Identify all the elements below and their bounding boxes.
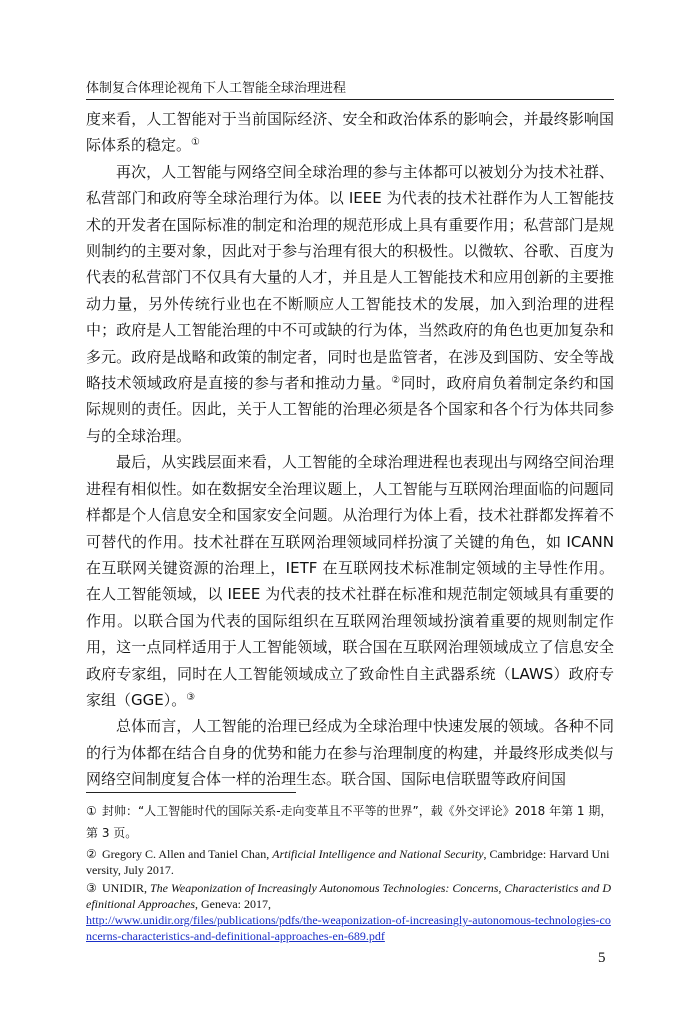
footnote-2 [86,846,614,878]
header-divider [86,99,614,100]
paragraph-1-text: 度来看，人工智能对于当前国际经济、安全和政治体系的影响会，并最终影响国际体系的稳定。 [86,110,614,155]
footnote-3-rest: , Geneva: 2017, [195,897,271,911]
footnote-1-mark: ① [86,804,97,818]
paragraph-2-text-a: 再次，人工智能与网络空间全球治理的参与主体都可以被划分为技术社群、私营部门和政府等全球治理行为体。以 IEEE 为代表的技术社群作为人工智能技术的开发者在国际标准的制定和治理的规范形成上具有重要作用；私营部门是规则制约的主要对象，因此对于参与治理有很大的积极性。以微软、谷歌、百度为代表的私营部门不仅具有大量的人才，并且是人工智能技术和应用创新的主要推动力量，另外传统行业也在不断顺应人工智能技术的发展，加入到治理的进程中；政府是人工智能治理的中不可或缺的行为体，当然政府的角色也更加复杂和多元。政府是战略和政策的制定者，同时也是监管者，在涉及到国防、安全等战略技术领域政府是直接的参与者和推动力量。 [86,162,614,393]
footnote-2-title: Artificial Intelligence and National Security [272,847,484,861]
paragraph-4-text: 总体而言，人工智能的治理已经成为全球治理中快速发展的领域。各种不同的行为体都在结合自身的优势和能力在参与治理制度的构建，并最终形成类似与网络空间制度复合体一样的治理生态。联合国、国际电信联盟等政府间国 [86,717,614,789]
main-text [86,106,614,793]
footnote-1 [86,800,614,844]
footnote-divider [86,792,296,793]
running-header: 体制复合体理论视角下人工智能全球治理进程 [86,81,347,96]
footnote-2-authors: Gregory C. Allen and Taniel Chan, [102,847,273,861]
footnote-ref-3[interactable]: ③ [186,691,196,703]
paragraph-3 [86,449,614,713]
footnote-ref-1[interactable]: ① [191,137,200,149]
footnote-2-rest: , Cambridge: Harvard University, July 2017. [86,847,610,877]
footnote-3-title: The Weaponization of Increasingly Autonomous Technologies: Concerns, Characteristics and Definitional Approaches [86,881,612,911]
footnote-3 [86,880,614,944]
paragraph-1 [86,106,614,159]
footnote-ref-2[interactable]: ② [391,375,401,387]
paragraph-2 [86,159,614,449]
paragraph-4 [86,713,614,792]
footnote-2-mark: ② [86,847,97,861]
footnote-3-mark: ③ [86,881,97,895]
footnote-3-authors: UNIDIR, [102,881,150,895]
footnote-3-link[interactable]: http://www.unidir.org/files/publications/pdfs/the-weaponization-of-increasingly-autonomous-technologies-concerns-characteristics-and-definitional-approaches-en-689.pdf [86,913,611,943]
footnote-1-text: 封帅：“人工智能时代的国际关系-走向变革且不平等的世界”，载《外交评论》2018 年第 1 期，第 3 页。 [86,804,613,840]
paragraph-3-text: 最后，从实践层面来看，人工智能的全球治理进程也表现出与网络空间治理进程有相似性。如在数据安全治理议题上，人工智能与互联网治理面临的问题同样都是个人信息安全和国家安全问题。从治理行为体上看，技术社群都发挥着不可替代的作用。技术社群在互联网治理领域同样扮演了关键的角色，如 ICANN 在互联网关键资源的治理上，IETF 在互联网技术标准制定领域的主导性作用。在人工智能领域，以 IEEE 为代表的技术社群在标准和规范制定领域具有重要的作用。以联合国为代表的国际组织在互联网治理领域扮演着重要的规则制定作用，这一点同样适用于人工智能领域，联合国在互联网治理领域成立了信息安全政府专家组，同时在人工智能领域成立了致命性自主武器系统（LAWS）政府专家组（GGE）。 [86,453,614,709]
paragraph-2-text-b: 同时，政府肩负着制定条约和国际规则的责任。因此，关于人工智能的治理必须是各个国家和各个行为体共同参与的全球治理。 [86,374,614,445]
page-number: 5 [598,950,606,966]
footnotes [86,800,614,946]
